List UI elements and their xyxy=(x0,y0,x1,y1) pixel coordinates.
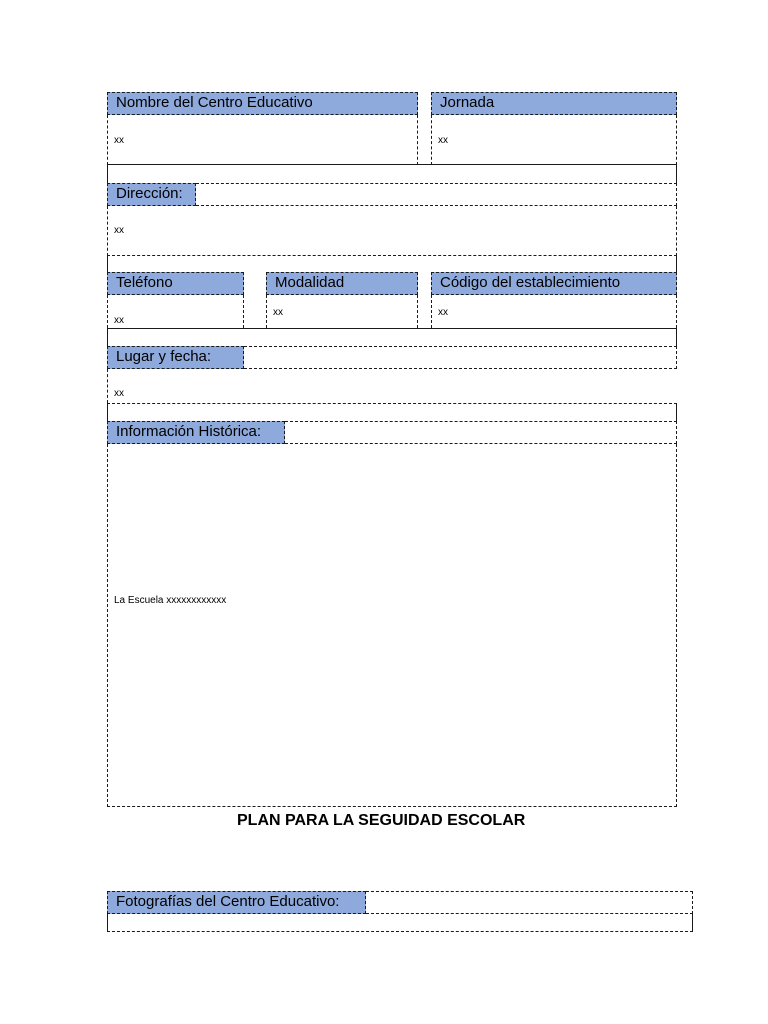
modalidad-value[interactable]: xx xyxy=(273,307,283,318)
lugar-fecha-header: Lugar y fecha: xyxy=(107,346,244,369)
lugar-header-right-border xyxy=(676,346,677,369)
nombre-left-border xyxy=(107,115,108,165)
historica-top-line xyxy=(285,421,677,422)
direccion-top-line xyxy=(196,183,677,184)
jornada-header: Jornada xyxy=(431,92,677,115)
modalidad-left-border xyxy=(266,295,267,328)
codigo-value[interactable]: xx xyxy=(438,307,448,318)
plan-title: PLAN PARA LA SEGUIDAD ESCOLAR xyxy=(237,812,526,829)
direccion-right-border xyxy=(676,206,677,256)
gap1-left-border xyxy=(107,164,108,183)
fotografias-header-bottom-line xyxy=(366,913,693,914)
telefono-left-border xyxy=(107,295,108,328)
historica-right-border xyxy=(676,444,677,807)
telefono-header: Teléfono xyxy=(107,272,244,295)
gap2-right-border xyxy=(676,255,677,272)
historica-header-bottom-line xyxy=(285,443,677,444)
codigo-right-border xyxy=(676,295,677,328)
historica-header-right-border xyxy=(676,421,677,444)
gap3-left-border xyxy=(107,328,108,346)
jornada-right-border xyxy=(676,115,677,165)
lugar-bottom-line xyxy=(107,403,677,404)
telefono-value[interactable]: xx xyxy=(114,315,124,326)
direccion-value[interactable]: xx xyxy=(114,225,124,236)
modalidad-header: Modalidad xyxy=(266,272,418,295)
lugar-top-line xyxy=(244,346,677,347)
nombre-centro-value[interactable]: xx xyxy=(114,135,124,146)
historica-left-border xyxy=(107,444,108,807)
codigo-establecimiento-header: Código del establecimiento xyxy=(431,272,677,295)
historica-bottom-line xyxy=(107,806,677,807)
lugar-left-border xyxy=(107,369,108,403)
nombre-right-border xyxy=(417,115,418,165)
informacion-historica-value[interactable]: La Escuela xxxxxxxxxxxx xyxy=(114,595,227,606)
lugar-header-bottom-line xyxy=(244,368,677,369)
telefono-right-border xyxy=(243,295,244,328)
fotografias-bottom-line xyxy=(107,931,693,932)
fotografias-left-border xyxy=(107,914,108,931)
direccion-header: Dirección: xyxy=(107,183,196,206)
direccion-header-bottom-line xyxy=(196,205,677,206)
gap2-left-border xyxy=(107,255,108,272)
gap3-right-border xyxy=(676,328,677,346)
nombre-centro-header: Nombre del Centro Educativo xyxy=(107,92,418,115)
jornada-left-border xyxy=(431,115,432,165)
informacion-historica-header: Información Histórica: xyxy=(107,421,285,444)
fotografias-header-right-border xyxy=(692,891,693,914)
direccion-header-right-border xyxy=(676,183,677,206)
fotografias-header: Fotografías del Centro Educativo: xyxy=(107,891,366,914)
lugar-fecha-value[interactable]: xx xyxy=(114,388,124,399)
fotografias-right-border xyxy=(692,914,693,931)
gap4-right-border xyxy=(676,403,677,421)
gap4-left-border xyxy=(107,403,108,421)
direccion-left-border xyxy=(107,206,108,256)
modalidad-right-border xyxy=(417,295,418,328)
jornada-value[interactable]: xx xyxy=(438,135,448,146)
fotografias-top-line xyxy=(366,891,693,892)
row1-bottom-line xyxy=(107,164,677,165)
gap1-right-border xyxy=(676,164,677,183)
row3-bottom-line xyxy=(107,328,677,329)
codigo-left-border xyxy=(431,295,432,328)
direccion-bottom-line xyxy=(107,255,677,256)
